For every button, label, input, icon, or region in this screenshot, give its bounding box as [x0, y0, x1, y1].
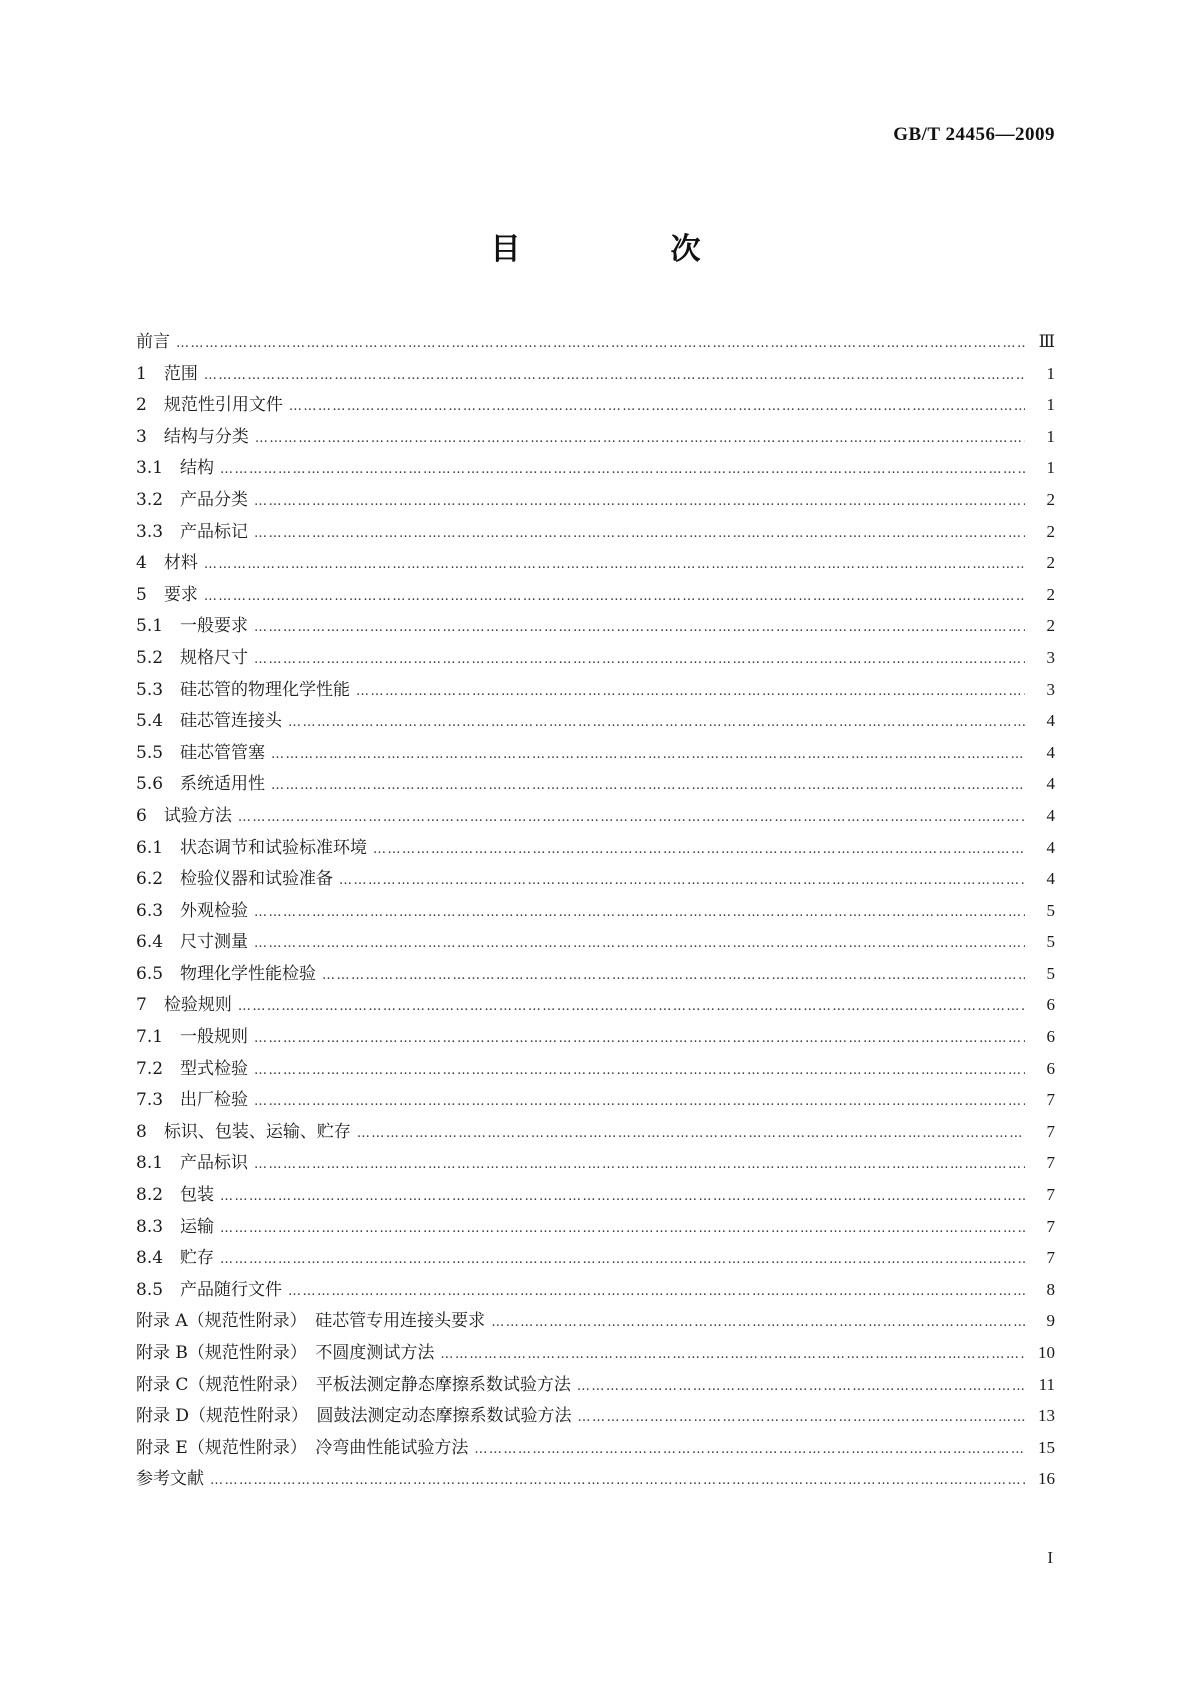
toc-entry[interactable]: [136, 1305, 1055, 1337]
toc-entry[interactable]: [136, 642, 1055, 674]
toc-entry[interactable]: [136, 895, 1055, 927]
table-of-contents: [136, 326, 1055, 1495]
toc-entry[interactable]: [136, 389, 1055, 421]
toc-entry-page: 2: [1046, 616, 1055, 636]
toc-entry-page: 5: [1046, 932, 1055, 952]
toc-entry[interactable]: [136, 358, 1055, 390]
toc-dot-leader: [356, 676, 1025, 708]
toc-entry[interactable]: [136, 674, 1055, 706]
toc-entry-page: 4: [1046, 837, 1055, 857]
toc-entry[interactable]: [136, 863, 1055, 895]
toc-entry-label: 5.6 系统适用性: [136, 774, 266, 795]
toc-entry-page: 7: [1046, 1216, 1055, 1236]
toc-entry-label: 3.1 结构: [136, 458, 215, 479]
toc-title: 目 次: [490, 232, 761, 267]
toc-entry[interactable]: [136, 1179, 1055, 1211]
toc-dot-leader: [254, 1149, 1025, 1181]
toc-entry-label: 3.3 产品标记: [136, 521, 249, 542]
toc-dot-leader: [339, 865, 1025, 897]
toc-entry-label: 6.5 物理化学性能检验: [136, 963, 317, 984]
toc-dot-leader: [254, 486, 1025, 518]
toc-entry[interactable]: [136, 800, 1055, 832]
toc-entry-page: 10: [1038, 1343, 1055, 1362]
toc-entry-label: 6.2 检验仪器和试验准备: [136, 869, 334, 890]
toc-dot-leader: [220, 1213, 1025, 1245]
toc-entry-label: 参考文献: [136, 1469, 204, 1490]
toc-entry[interactable]: [136, 1021, 1055, 1053]
toc-entry[interactable]: [136, 421, 1055, 453]
toc-dot-leader: [204, 581, 1025, 613]
toc-entry-page: 13: [1038, 1406, 1055, 1426]
toc-entry-label: 4 材料: [136, 553, 198, 574]
toc-entry-label: 5.5 硅芯管管塞: [136, 742, 266, 763]
toc-entry-page: 3: [1046, 647, 1055, 667]
toc-entry[interactable]: [136, 1274, 1055, 1306]
toc-entry[interactable]: [136, 737, 1055, 769]
toc-entry-page: 6: [1046, 995, 1055, 1015]
toc-entry[interactable]: [136, 1116, 1055, 1148]
toc-dot-leader: [254, 1086, 1025, 1118]
toc-entry-page: 4: [1046, 742, 1055, 762]
toc-entry-label: 7.1 一般规则: [136, 1027, 249, 1048]
toc-dot-leader: [255, 423, 1025, 455]
toc-dot-leader: [210, 1465, 1025, 1497]
toc-entry-page: 6: [1046, 1027, 1055, 1047]
toc-dot-leader: [322, 960, 1025, 992]
toc-entry-label: 7.3 出厂检验: [136, 1090, 249, 1111]
toc-entry-label: 5.1 一般要求: [136, 616, 249, 637]
toc-entry[interactable]: [136, 516, 1055, 548]
toc-entry-label: 8.1 产品标识: [136, 1153, 249, 1174]
toc-entry-page: 4: [1046, 774, 1055, 794]
toc-entry-page: 6: [1046, 1058, 1055, 1078]
toc-entry-page: 7: [1046, 1185, 1055, 1205]
toc-entry[interactable]: [136, 1242, 1055, 1274]
toc-dot-leader: [288, 1276, 1025, 1308]
toc-entry-page: 3: [1046, 679, 1055, 699]
toc-dot-leader: [220, 454, 1025, 486]
toc-entry-page: 4: [1046, 711, 1055, 731]
toc-entry-page: 4: [1046, 869, 1055, 889]
toc-entry[interactable]: [136, 989, 1055, 1021]
toc-entry-label: 6.3 外观检验: [136, 900, 249, 921]
toc-entry-page: 7: [1046, 1248, 1055, 1268]
toc-entry[interactable]: [136, 1432, 1055, 1464]
toc-entry-page: 9: [1046, 1311, 1055, 1331]
toc-dot-leader: [491, 1307, 1025, 1339]
toc-entry-label: 6.4 尺寸测量: [136, 932, 249, 953]
toc-entry-label: 前言: [136, 332, 170, 352]
toc-entry-label: 6.1 状态调节和试验标准环境: [136, 837, 368, 858]
toc-dot-leader: [254, 1023, 1025, 1055]
toc-entry-label: 5.3 硅芯管的物理化学性能: [136, 679, 351, 700]
toc-entry-label: 5.2 规格尺寸: [136, 647, 249, 668]
toc-dot-leader: [254, 897, 1025, 929]
toc-entry-label: 5.4 硅芯管连接头: [136, 711, 283, 732]
standard-code: GB/T 24456—2009: [893, 124, 1055, 145]
toc-dot-leader: [254, 518, 1025, 550]
toc-entry[interactable]: [136, 958, 1055, 990]
toc-entry[interactable]: [136, 832, 1055, 864]
toc-dot-leader: [176, 328, 1025, 360]
toc-entry-page: 2: [1046, 584, 1055, 604]
toc-dot-leader: [577, 1371, 1025, 1403]
toc-entry-page: 2: [1046, 553, 1055, 573]
toc-dot-leader: [204, 360, 1025, 392]
toc-entry-page: 1: [1046, 363, 1055, 383]
page-number: I: [1047, 1548, 1053, 1567]
toc-dot-leader: [220, 1244, 1025, 1276]
toc-entry[interactable]: [136, 1147, 1055, 1179]
toc-entry-label: 5 要求: [136, 584, 198, 605]
toc-entry[interactable]: [136, 326, 1055, 358]
toc-entry[interactable]: [136, 1053, 1055, 1085]
toc-entry[interactable]: [136, 547, 1055, 579]
toc-dot-leader: [238, 991, 1025, 1023]
toc-entry-label: 8.2 包装: [136, 1185, 215, 1206]
toc-dot-leader: [373, 834, 1025, 866]
toc-entry-page: 1: [1046, 458, 1055, 478]
toc-entry-label: 8 标识、包装、运输、贮存: [136, 1121, 351, 1142]
toc-dot-leader: [357, 1118, 1025, 1150]
toc-entry[interactable]: [136, 1211, 1055, 1243]
toc-dot-leader: [474, 1434, 1025, 1466]
toc-dot-leader: [254, 928, 1025, 960]
toc-entry-label: 3 结构与分类: [136, 426, 249, 447]
toc-dot-leader: [254, 612, 1025, 644]
toc-entry-page: 15: [1038, 1437, 1055, 1457]
toc-entry-label: 附录 D（规范性附录） 圆鼓法测定动态摩擦系数试验方法: [136, 1406, 572, 1427]
toc-entry[interactable]: [136, 926, 1055, 958]
toc-entry-label: 附录 E（规范性附录） 冷弯曲性能试验方法: [136, 1437, 469, 1458]
toc-entry-label: 附录 C（规范性附录） 平板法测定静态摩擦系数试验方法: [136, 1374, 571, 1395]
toc-entry-page: 1: [1046, 395, 1055, 415]
toc-entry-page: 4: [1046, 805, 1055, 825]
toc-entry-label: 8.3 运输: [136, 1216, 215, 1237]
toc-entry-label: 附录 B（规范性附录） 不圆度测试方法: [136, 1343, 435, 1363]
toc-entry-label: 1 范围: [136, 363, 198, 384]
toc-entry-label: 2 规范性引用文件: [136, 395, 283, 416]
toc-entry-label: 7 检验规则: [136, 995, 232, 1016]
toc-entry-label: 6 试验方法: [136, 805, 232, 826]
toc-entry[interactable]: [136, 610, 1055, 642]
toc-dot-leader: [220, 1181, 1025, 1213]
toc-dot-leader: [288, 707, 1025, 739]
toc-entry-page: 11: [1038, 1374, 1055, 1394]
toc-dot-leader: [289, 391, 1025, 423]
toc-entry-page: 1: [1046, 426, 1055, 446]
toc-dot-leader: [271, 770, 1025, 802]
toc-dot-leader: [440, 1339, 1025, 1371]
toc-entry-page: 2: [1046, 521, 1055, 541]
toc-dot-leader: [238, 802, 1025, 834]
toc-entry[interactable]: [136, 1337, 1055, 1369]
toc-entry-page: 7: [1046, 1121, 1055, 1141]
toc-entry-page: 5: [1046, 963, 1055, 983]
toc-entry-label: 7.2 型式检验: [136, 1058, 249, 1079]
toc-entry-label: 8.5 产品随行文件: [136, 1279, 283, 1300]
toc-entry[interactable]: [136, 705, 1055, 737]
toc-entry-page: 7: [1046, 1153, 1055, 1173]
toc-entry[interactable]: [136, 1084, 1055, 1116]
toc-dot-leader: [204, 549, 1025, 581]
toc-dot-leader: [254, 1055, 1025, 1087]
toc-entry-page: 5: [1046, 900, 1055, 920]
toc-entry-page: Ⅲ: [1038, 332, 1055, 351]
toc-entry[interactable]: [136, 768, 1055, 800]
toc-entry[interactable]: [136, 484, 1055, 516]
toc-entry[interactable]: [136, 1369, 1055, 1401]
toc-entry-label: 3.2 产品分类: [136, 489, 249, 510]
toc-entry[interactable]: [136, 452, 1055, 484]
toc-dot-leader: [254, 644, 1025, 676]
toc-entry-page: 16: [1038, 1469, 1055, 1489]
toc-entry[interactable]: [136, 579, 1055, 611]
toc-dot-leader: [578, 1402, 1025, 1434]
toc-entry-page: 8: [1046, 1279, 1055, 1299]
toc-dot-leader: [271, 739, 1025, 771]
toc-entry-page: 7: [1046, 1090, 1055, 1110]
toc-entry-label: 附录 A（规范性附录） 硅芯管专用连接头要求: [136, 1311, 486, 1332]
toc-entry-page: 2: [1046, 489, 1055, 509]
toc-entry-label: 8.4 贮存: [136, 1248, 215, 1269]
toc-entry[interactable]: [136, 1463, 1055, 1495]
toc-entry[interactable]: [136, 1400, 1055, 1432]
